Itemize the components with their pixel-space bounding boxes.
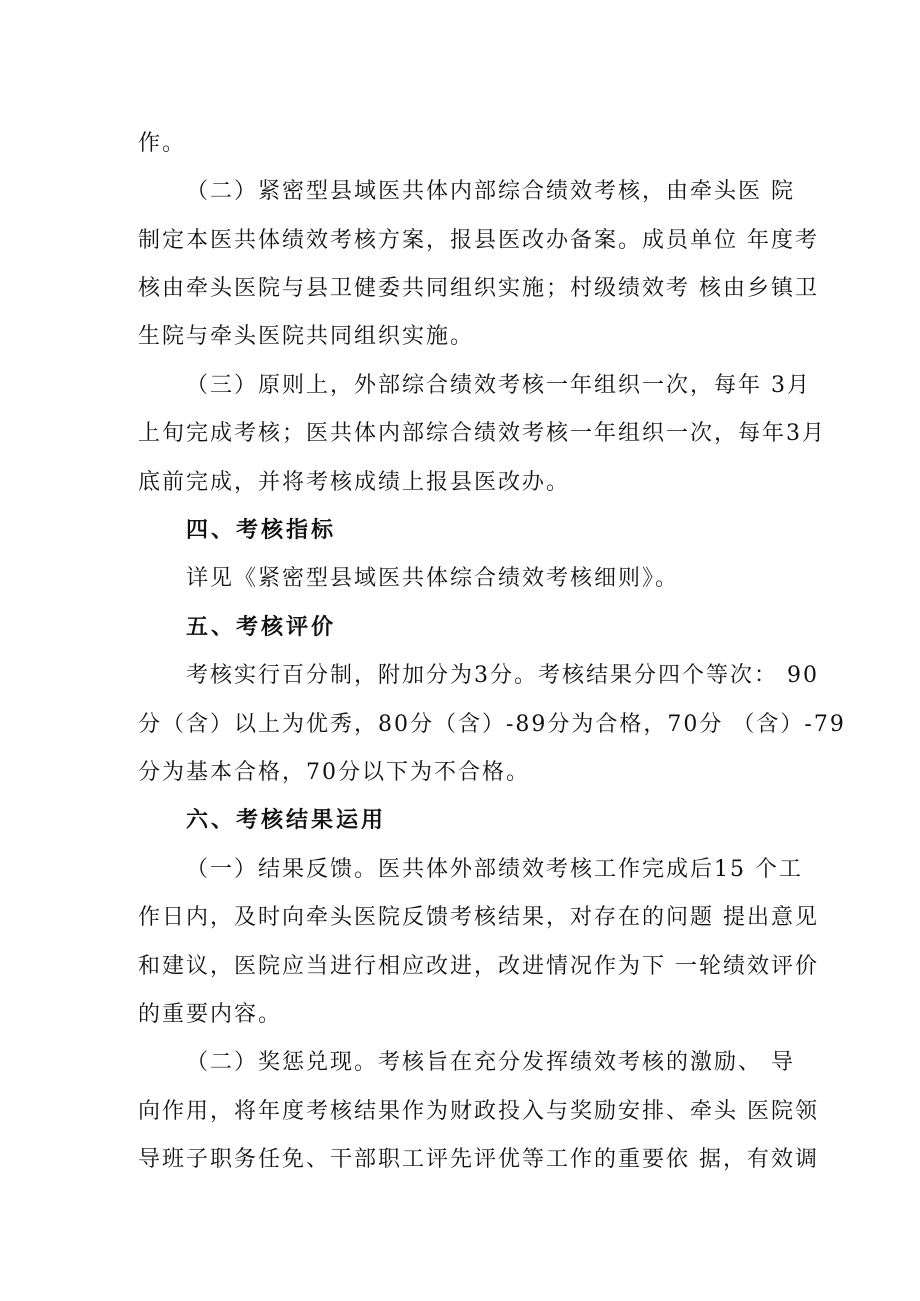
paragraph-line: 分为基本合格，70分以下为不合格。 bbox=[138, 760, 530, 785]
section-heading-6: 六、考核结果运用 bbox=[186, 808, 387, 833]
paragraph-line: （一）结果反馈。医共体外部绩效考核工作完成后15 个工 bbox=[186, 857, 803, 882]
section-heading-5: 五、考核评价 bbox=[186, 615, 337, 640]
paragraph-line: 和建议，医院应当进行相应改进，改进情况作为下 一轮绩效评价 bbox=[138, 954, 819, 979]
paragraph-line: 核由牵头医院与县卫健委共同组织实施；村级绩效考 核由乡镇卫 bbox=[138, 276, 819, 301]
paragraph-line: 向作用，将年度考核结果作为财政投入与奖励安排、牵头 医院领 bbox=[138, 1099, 819, 1124]
paragraph-line: 的重要内容。 bbox=[138, 1002, 283, 1027]
paragraph-line: 分（含）以上为优秀，80分（含）-89分为合格，70分 （含）-79 bbox=[138, 712, 846, 737]
section-heading-4: 四、考核指标 bbox=[186, 518, 337, 543]
paragraph-line: （二）奖惩兑现。考核旨在充分发挥绩效考核的激励、 导 bbox=[186, 1050, 795, 1075]
paragraph-line: 上旬完成考核；医共体内部综合绩效考核一年组织一次，每年3月 bbox=[138, 421, 826, 446]
paragraph-line: 作。 bbox=[138, 131, 187, 156]
paragraph-line: （二）紧密型县域医共体内部综合绩效考核，由牵头医 院 bbox=[186, 179, 795, 204]
paragraph-line: 考核实行百分制，附加分为3分。考核结果分四个等次： 90 bbox=[186, 663, 819, 688]
paragraph-line: 作日内，及时向牵头医院反馈考核结果，对存在的问题 提出意见 bbox=[138, 905, 819, 930]
paragraph-line: 导班子职务任免、干部职工评先评优等工作的重要依 据，有效调 bbox=[138, 1147, 819, 1172]
paragraph-line: 详见《紧密型县域医共体综合绩效考核细则》。 bbox=[186, 566, 680, 591]
paragraph-line: 制定本医共体绩效考核方案，报县医改办备案。成员单位 年度考 bbox=[138, 228, 819, 253]
paragraph-line: （三）原则上，外部综合绩效考核一年组织一次，每年 3月 bbox=[186, 373, 811, 398]
paragraph-line: 生院与牵头医院共同组织实施。 bbox=[138, 324, 475, 349]
paragraph-line: 底前完成，并将考核成绩上报县医改办。 bbox=[138, 470, 571, 495]
